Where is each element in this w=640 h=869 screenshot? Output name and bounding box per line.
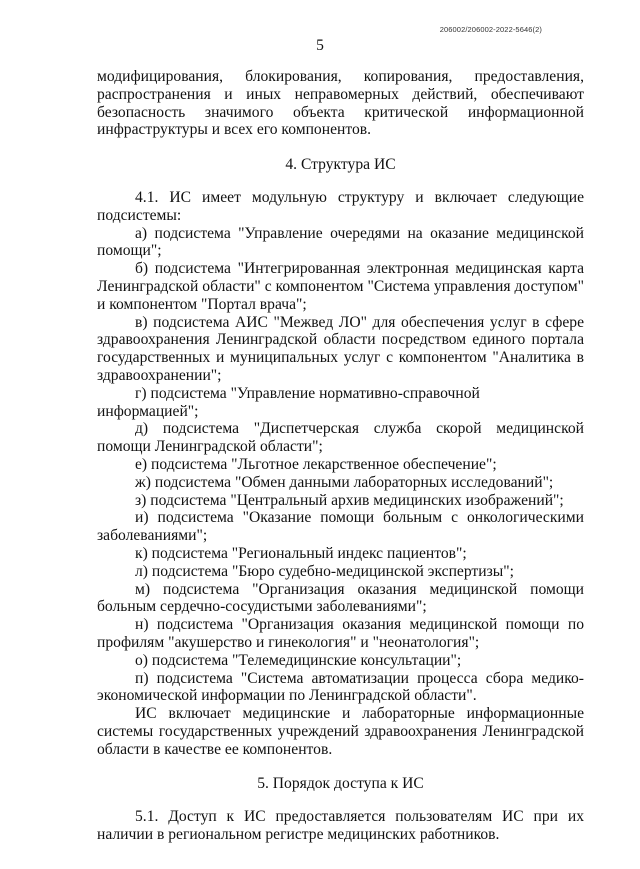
list-item-z: з) подсистема "Центральный архив медицинских изображений"; [135, 491, 564, 509]
list-item-v: в) подсистема АИС "Межвед ЛО" для обеспечения услуг в сфере здравоохранения Ленинградской области посредством единого портала государственных и муниципальных услуг с компонентом "Аналитика в здравоохранении"; [97, 313, 584, 384]
section-5-heading: 5. Порядок доступа к ИС [257, 775, 424, 793]
list-item-b: б) подсистема "Интегрированная электронная медицинская карта Ленинградской области" с компонентом "Система управления доступом" и компонентом "Портал врача"; [97, 260, 584, 313]
list-item-p: п) подсистема "Система автоматизации процесса сбора медико-экономической информации по Ленинградской области". [97, 669, 584, 705]
list-item-i: и) подсистема "Оказание помощи больным с онкологическими заболеваниями"; [97, 509, 584, 545]
list-item-m: м) подсистема "Организация оказания медицинской помощи больным сердечно-сосудистыми заболеваниями"; [97, 580, 584, 616]
list-item-d: д) подсистема "Диспетчерская служба скорой медицинской помощи Ленинградской области"; [97, 420, 584, 456]
list-item-zh: ж) подсистема "Обмен данными лабораторных исследований"; [135, 473, 554, 491]
paragraph-5-1: 5.1. Доступ к ИС предоставляется пользователям ИС при их наличии в региональном регистре медицинских работников. [97, 808, 584, 844]
list-item-g: г) подсистема "Управление нормативно-справочной информацией"; [97, 384, 480, 420]
list-item-a: а) подсистема "Управление очередями на оказание медицинской помощи"; [97, 224, 584, 260]
document-id-stamp: 206002/206002-2022-5646(2) [439, 25, 542, 34]
section-4-heading: 4. Структура ИС [285, 156, 396, 174]
list-item-o: о) подсистема "Телемедицинские консультации"; [135, 651, 462, 669]
intro-paragraph: модифицирования, блокирования, копирования, предоставления, распространения и иных неправомерных действий, обеспечивают безопасность значимого объекта критической информационной инфраструктуры и всех его компонентов. [97, 68, 584, 139]
list-item-e: е) подсистема "Льготное лекарственное обеспечение"; [135, 455, 497, 473]
page-number: 5 [316, 37, 324, 54]
list-item-n: н) подсистема "Организация оказания медицинской помощи по профилям "акушерство и гинекология" и "неонатология"; [97, 616, 584, 651]
list-item-l: л) подсистема "Бюро судебно-медицинской экспертизы"; [135, 562, 514, 580]
paragraph-4-1: 4.1. ИС имеет модульную структуру и включает следующие подсистемы: [97, 188, 584, 224]
closing-paragraph: ИС включает медицинские и лабораторные информационные системы государственных учреждений здравоохранения Ленинградской области в качестве ее компонентов. [97, 705, 584, 758]
list-item-k: к) подсистема "Региональный индекс пациентов"; [135, 544, 467, 562]
document-body [97, 68, 584, 844]
